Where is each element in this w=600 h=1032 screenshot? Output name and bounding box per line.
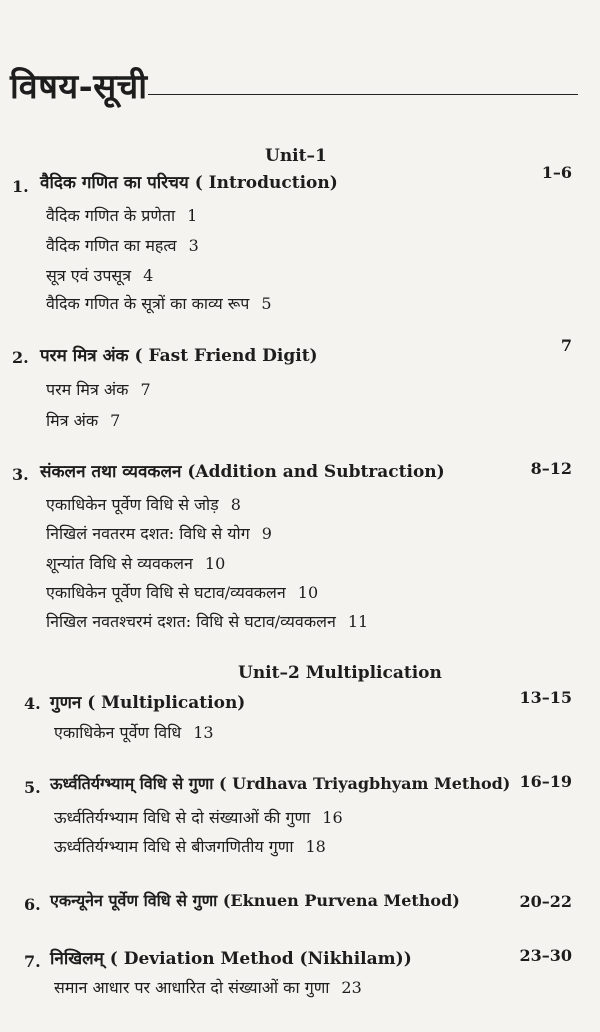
toc-item xyxy=(46,522,272,544)
toc-item-text: एकाधिकेन पूर्वेण विधि से जोड़ xyxy=(46,495,219,514)
toc-item-text: वैदिक गणित के प्रणेता xyxy=(46,206,176,225)
toc-item-text: समान आधार पर आधारित दो संख्याओं का गुणा xyxy=(54,978,330,997)
toc-item-page: 8 xyxy=(230,495,241,514)
toc-item-page: 5 xyxy=(261,294,272,313)
toc-item-text: निखिल नवतश्चरमं दशत: विधि से घटाव/व्यवकलन xyxy=(46,612,336,631)
chapter-number: 6. xyxy=(24,895,41,914)
toc-item-text: एकाधिकेन पूर्वेण विधि से घटाव/व्यवकलन xyxy=(46,583,286,602)
chapter-title: गुणन ( Multiplication) xyxy=(50,693,246,713)
chapter-title: ऊर्ध्वतिर्यग्भ्याम् विधि से गुणा ( Urdhava Triyagbhyam Method) xyxy=(50,774,511,793)
chapter-number: 2. xyxy=(12,348,29,367)
toc-item-page: 3 xyxy=(188,236,199,255)
toc-item-text: मित्र अंक xyxy=(46,411,99,430)
toc-item-text: वैदिक गणित का महत्व xyxy=(46,236,177,255)
toc-item-text: निखिलं नवतरम दशत: विधि से योग xyxy=(46,524,250,543)
toc-item xyxy=(46,493,241,515)
toc-item xyxy=(54,721,214,743)
title-underline xyxy=(148,94,578,95)
chapter-title: परम मित्र अंक ( Fast Friend Digit) xyxy=(40,346,318,366)
chapter-pages: 8–12 xyxy=(530,459,572,478)
toc-item-page: 11 xyxy=(347,612,369,631)
toc-item-page: 1 xyxy=(187,206,198,225)
toc-item xyxy=(46,610,368,632)
chapter-pages: 1–6 xyxy=(541,163,572,182)
toc-item-text: एकाधिकेन पूर्वेण विधि xyxy=(54,723,182,742)
toc-item-page: 7 xyxy=(140,380,151,399)
toc-item-page: 16 xyxy=(322,808,343,827)
toc-item-text: सूत्र एवं उपसूत्र xyxy=(46,266,132,285)
toc-item-page: 4 xyxy=(143,266,154,285)
toc-item-text: ऊर्ध्वतिर्यग्भ्याम विधि से बीजगणितीय गुणा xyxy=(54,837,294,856)
toc-item-text: ऊर्ध्वतिर्यग्भ्याम विधि से दो संख्याओं की गुणा xyxy=(54,808,311,827)
chapter-pages: 7 xyxy=(560,336,572,355)
toc-item xyxy=(46,204,197,226)
toc-item-page: 18 xyxy=(305,837,326,856)
toc-item-page: 13 xyxy=(193,723,214,742)
chapter-number: 4. xyxy=(24,694,41,713)
toc-item-page: 10 xyxy=(297,583,319,602)
chapter-pages: 16–19 xyxy=(519,772,572,791)
toc-item xyxy=(46,234,199,256)
chapter-title: वैदिक गणित का परिचय ( Introduction) xyxy=(40,173,338,193)
chapter-number: 7. xyxy=(24,952,41,971)
chapter-pages: 23–30 xyxy=(519,946,572,965)
chapter-title: एकन्यूनेन पूर्वेण विधि से गुणा (Eknuen Purvena Method) xyxy=(50,891,460,910)
chapter-title: संकलन तथा व्यवकलन (Addition and Subtraction) xyxy=(40,462,445,482)
toc-item xyxy=(46,292,272,314)
toc-item xyxy=(46,378,151,400)
toc-item xyxy=(54,806,343,828)
page-title: विषय-सूची xyxy=(10,67,148,107)
chapter-number: 1. xyxy=(12,177,29,196)
toc-item xyxy=(54,835,326,857)
toc-item-page: 23 xyxy=(341,978,362,997)
toc-item-text: वैदिक गणित के सूत्रों का काव्य रूप xyxy=(46,294,250,313)
toc-item-page: 7 xyxy=(110,411,121,430)
chapter-number: 3. xyxy=(12,465,29,484)
toc-item-text: परम मित्र अंक xyxy=(46,380,129,399)
toc-item-page: 10 xyxy=(204,554,226,573)
chapter-number: 5. xyxy=(24,778,41,797)
toc-item-page: 9 xyxy=(261,524,272,543)
toc-item xyxy=(46,409,120,431)
unit-heading: Unit–1 xyxy=(265,146,327,166)
chapter-pages: 13–15 xyxy=(519,688,572,707)
toc-item xyxy=(54,976,362,998)
toc-item-text: शून्यांत विधि से व्यवकलन xyxy=(46,554,193,573)
chapter-pages: 20–22 xyxy=(519,892,572,911)
toc-item xyxy=(46,264,153,286)
toc-item xyxy=(46,581,318,603)
chapter-title: निखिलम् ( Deviation Method (Nikhilam)) xyxy=(50,949,412,969)
unit-heading: Unit–2 Multiplication xyxy=(238,663,442,683)
toc-item xyxy=(46,552,225,574)
